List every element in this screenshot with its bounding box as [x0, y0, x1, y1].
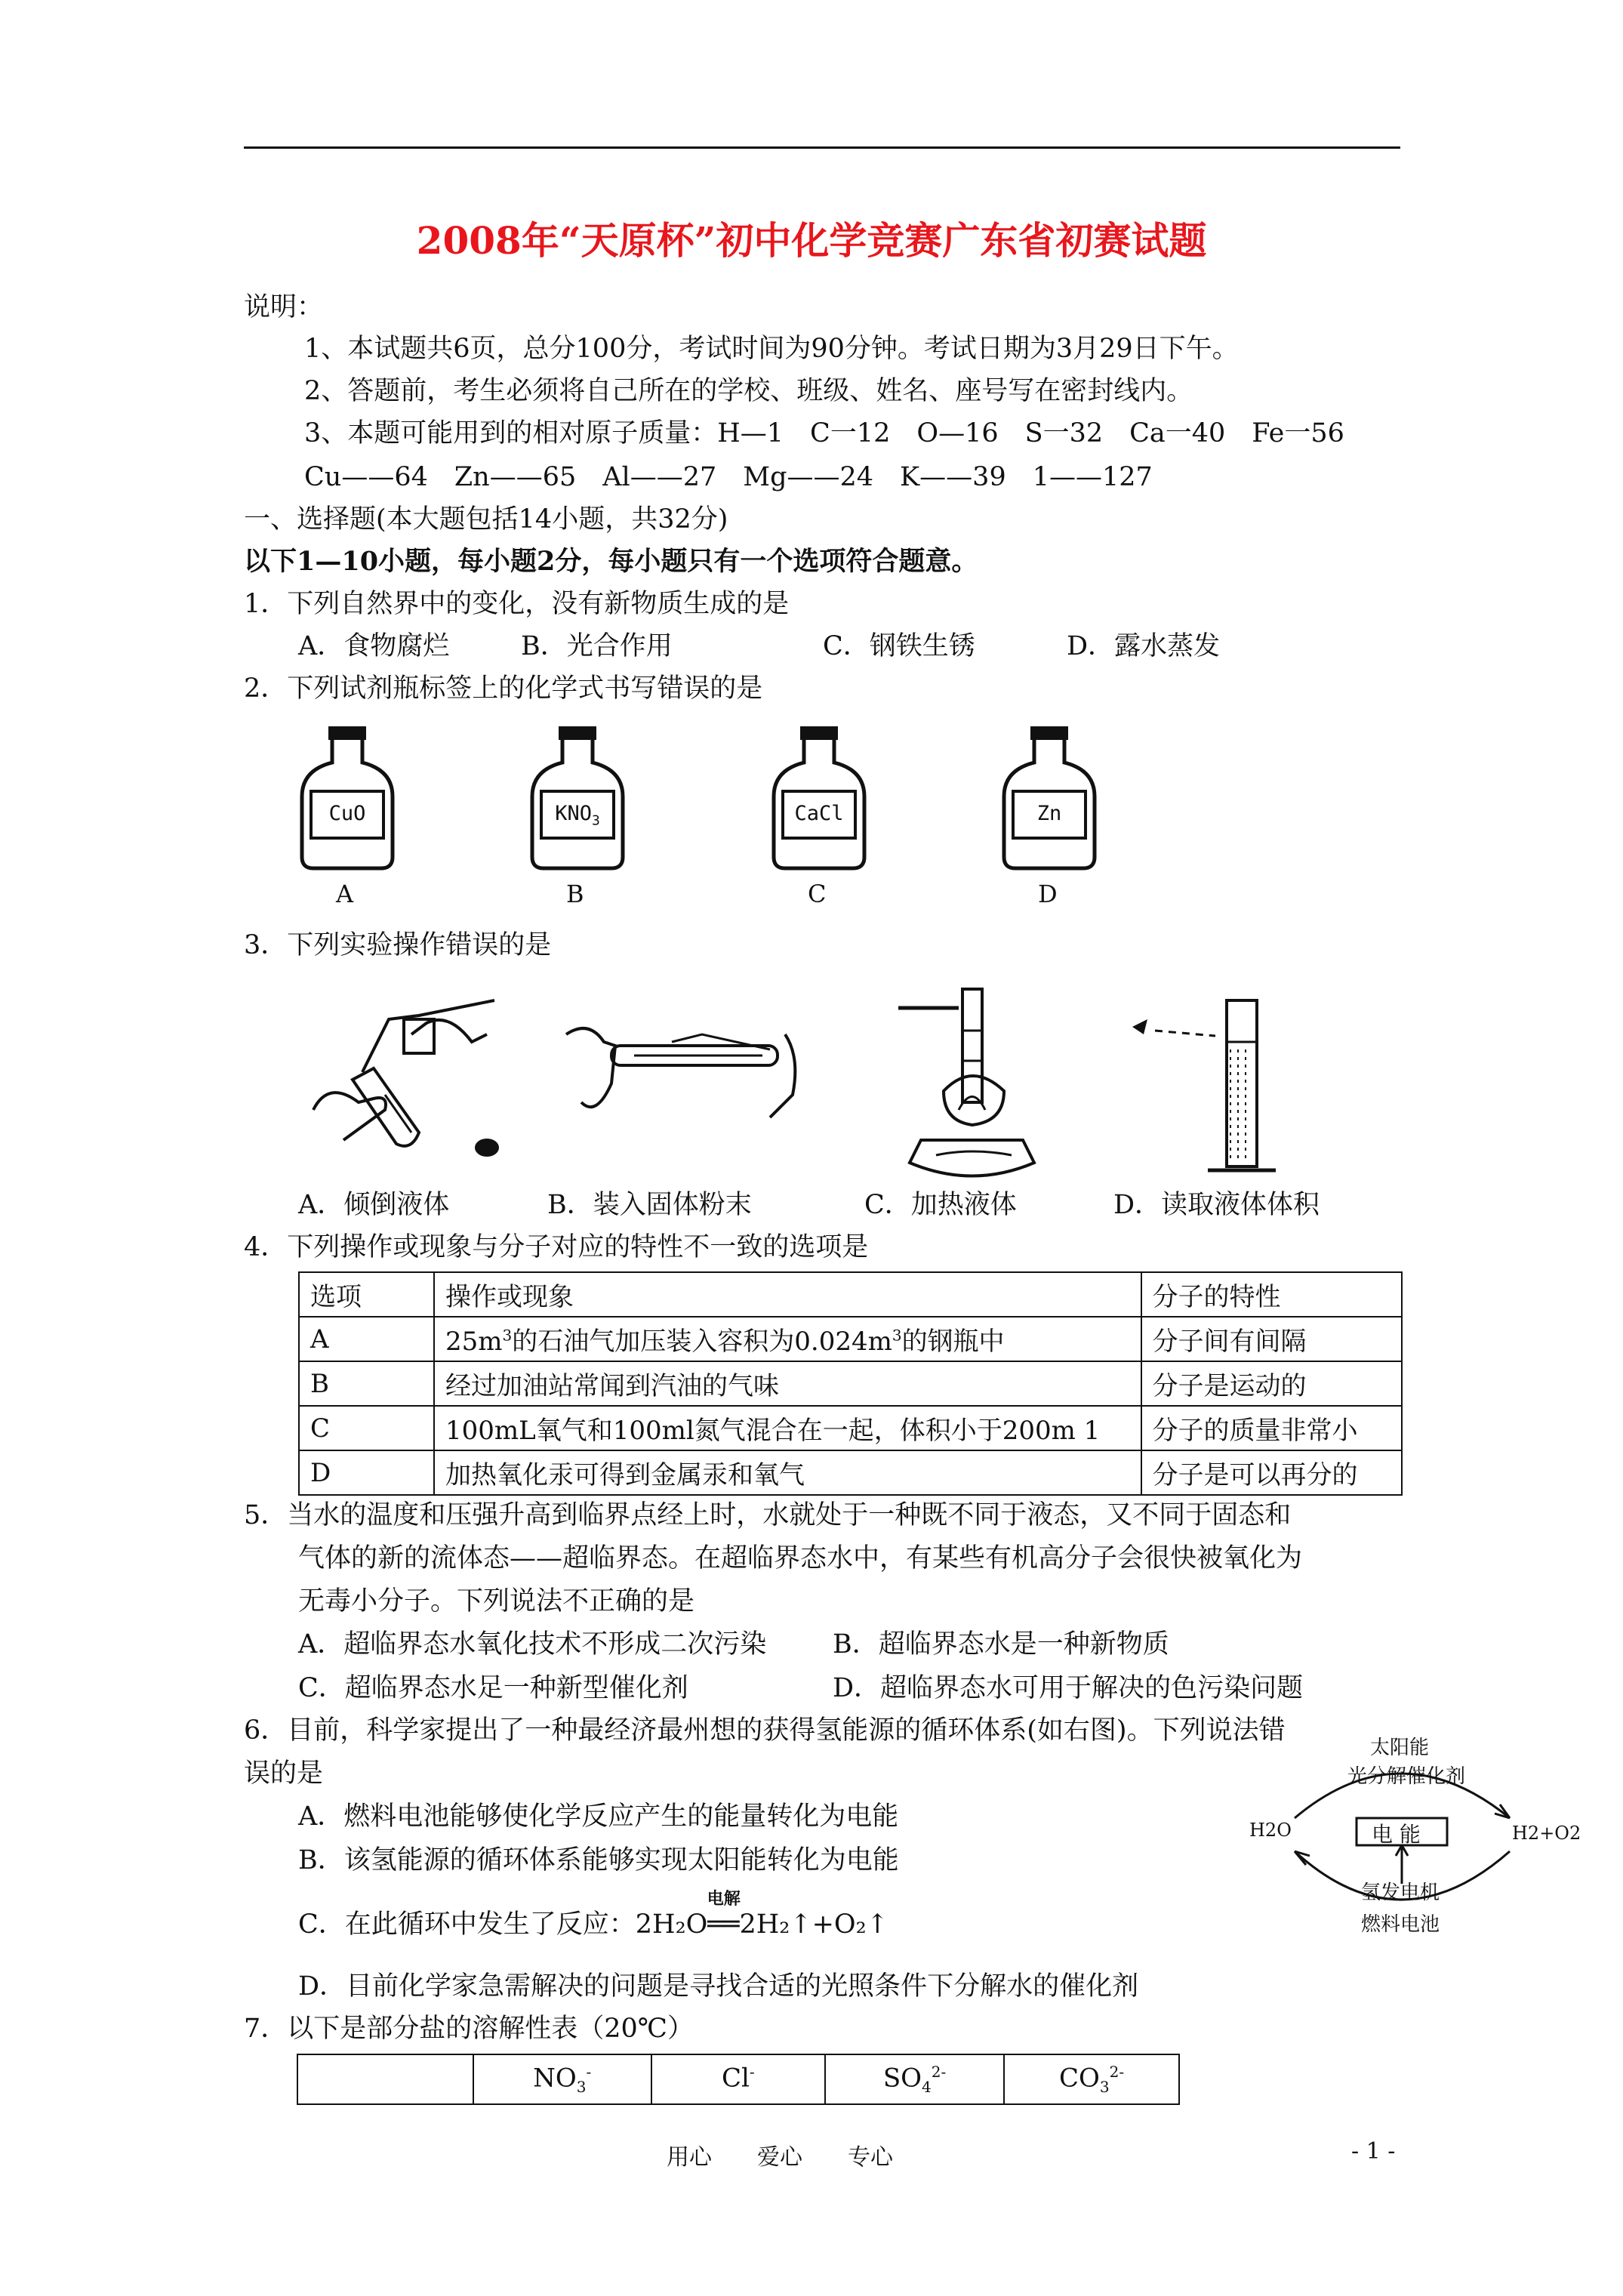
phenomenon-text: 经过加油站常闻到汽油的气味 [445, 1371, 779, 1401]
q6-option-c-label: C．在此循环中发生了反应： [298, 1909, 636, 1940]
table-row [299, 1317, 1402, 1361]
ion-charge: 2- [931, 2062, 947, 2081]
bottle-label [541, 799, 614, 836]
reagent-bottle [298, 725, 396, 914]
superscript: 3 [502, 1326, 513, 1345]
q3-option-d: D．读取液体体积 [1113, 1190, 1320, 1220]
phenomenon-text: 的石油气加压装入容积为0.024m [512, 1327, 892, 1357]
intro-item-1: 1、本试题共6页，总分100分，考试时间为90分钟。考试日期为3月29日下午。 [304, 334, 1239, 364]
q3-stem: 3．下列实验操作错误的是 [244, 930, 552, 960]
reagent-bottle [528, 725, 627, 914]
table-cell-option: C [299, 1406, 434, 1450]
table-header-cell [825, 2054, 1004, 2104]
table-cell-property: 分子间有间隔 [1141, 1317, 1402, 1361]
ion-symbol: SO [882, 2063, 922, 2094]
intro-item-4: Cu——64 Zn——65 Al——27 Mg——24 K——39 1——127 [304, 462, 1153, 492]
q6-option-a: A．燃料电池能够使化学反应产生的能量转化为电能 [298, 1801, 899, 1832]
table-header-cell [651, 2054, 825, 2104]
header-rule [244, 146, 1400, 149]
bottle-label [783, 799, 855, 836]
reagent-bottle [1000, 725, 1098, 914]
bottle-formula: Zn [1036, 802, 1062, 825]
bottle-label [311, 799, 383, 836]
q1-option-d: D．露水蒸发 [1067, 631, 1221, 661]
intro-heading: 说明： [244, 292, 324, 322]
q5-stem-line-3: 无毒小分子。下列说法不正确的是 [298, 1586, 695, 1616]
bottle-letter: D [1038, 880, 1058, 908]
q5-stem-line-2: 气体的新的流体态——超临界态。在超临界态水中，有某些有机高分子会很快被氧化为 [298, 1543, 1303, 1573]
table-header-cell [1004, 2054, 1179, 2104]
table-cell-property: 分子的质量非常小 [1141, 1406, 1402, 1450]
diagram-electricity-label: 电 能 [1372, 1822, 1421, 1847]
q1-option-b: B．光合作用 [521, 631, 673, 661]
table-header-cell [297, 2054, 473, 2104]
bottle-letter: B [566, 880, 584, 908]
q6-option-c [298, 1889, 888, 1943]
diagram-generator-label: 氢发电机 [1361, 1881, 1440, 1904]
q3-option-b: B．装入固体粉末 [547, 1190, 752, 1220]
equation-text: 2H₂O══2H₂↑+O₂↑ [635, 1909, 888, 1940]
ion-subscript: 3 [576, 2078, 587, 2097]
bottle-label [1013, 799, 1086, 836]
bottle-formula: CaCl [794, 802, 844, 825]
diagram-solar-label: 太阳能 [1370, 1737, 1430, 1759]
table-header-cell: 分子的特性 [1141, 1272, 1402, 1317]
q6-option-b: B．该氢能源的循环体系能够实现太阳能转化为电能 [298, 1845, 899, 1875]
superscript: 3 [892, 1326, 902, 1345]
table-cell-phenomenon [434, 1450, 1141, 1495]
footer-slogan: 用心 爱心 专心 [667, 2144, 893, 2171]
q5-option-a: A．超临界态水氧化技术不形成二次污染 [298, 1629, 767, 1660]
pour-liquid-illustration [298, 989, 502, 1170]
diagram-catalyst-label: 光分解催化剂 [1347, 1765, 1466, 1788]
table-header-cell: 操作或现象 [434, 1272, 1141, 1317]
table-cell-phenomenon [434, 1361, 1141, 1406]
q4-stem: 4．下列操作或现象与分子对应的特性不一致的选项是 [244, 1232, 869, 1262]
bottle-formula: KNO [555, 802, 592, 825]
table-cell-option: A [299, 1317, 434, 1361]
table-cell-phenomenon [434, 1317, 1141, 1361]
section-note: 以下1—10小题，每小题2分，每小题只有一个选项符合题意。 [244, 546, 978, 577]
table-cell-phenomenon [434, 1406, 1141, 1450]
load-powder-illustration [559, 1012, 800, 1133]
q4-table [298, 1271, 1403, 1496]
ion-subscript: 4 [922, 2078, 932, 2097]
q1-stem: 1．下列自然界中的变化，没有新物质生成的是 [244, 589, 790, 619]
q6-stem-line-1: 6．目前，科学家提出了一种最经济最州想的获得氢能源的循环体系(如右图)。下列说法错 [244, 1715, 1286, 1746]
table-row [299, 1450, 1402, 1495]
table-row [299, 1361, 1402, 1406]
table-cell-option: B [299, 1361, 434, 1406]
ion-charge: 2- [1109, 2062, 1125, 2081]
table-cell-property: 分子是可以再分的 [1141, 1450, 1402, 1495]
electrolysis-condition: 电解 [707, 1889, 741, 1909]
bottle-letter: C [808, 880, 827, 908]
table-cell-property: 分子是运动的 [1141, 1361, 1402, 1406]
intro-item-3: 3、本题可能用到的相对原子质量：H—1 C一12 O—16 S一32 Ca一40 Fe一56 [304, 418, 1344, 448]
q2-stem: 2．下列试剂瓶标签上的化学式书写错误的是 [244, 673, 763, 704]
q1-option-c: C．钢铁生锈 [823, 631, 975, 661]
table-header-row [297, 2054, 1179, 2104]
bottle-letter: A [336, 880, 354, 908]
page-number: - 1 - [1351, 2138, 1396, 2165]
q6-stem-line-2: 误的是 [244, 1758, 324, 1789]
diagram-water-label: H2O [1249, 1820, 1292, 1841]
table-header-row [299, 1272, 1402, 1317]
diagram-fuelcell-label: 燃料电池 [1361, 1913, 1440, 1936]
ion-subscript: 3 [1099, 2078, 1110, 2097]
ion-charge: - [586, 2062, 592, 2081]
bottle-formula: CuO [328, 802, 366, 825]
q5-option-b: B．超临界态水是一种新物质 [833, 1629, 1169, 1660]
phenomenon-text: 100mL氧气和100ml氮气混合在一起，体积小于200m 1 [445, 1416, 1101, 1446]
q7-solubility-table [297, 2054, 1180, 2105]
q7-stem: 7．以下是部分盐的溶解性表（20℃） [244, 2014, 694, 2044]
table-header-cell: 选项 [299, 1272, 434, 1317]
ion-symbol: CO [1059, 2063, 1100, 2094]
page-title: 2008年“天原杯”初中化学竞赛广东省初赛试题 [416, 218, 1207, 263]
section-heading: 一、选择题(本大题包括14小题，共32分) [244, 504, 728, 535]
q5-stem-line-1: 5．当水的温度和压强升高到临界点经上时，水就处于一种既不同于液态，又不同于固态和 [244, 1500, 1292, 1530]
q5-option-d: D．超临界态水可用于解决的色污染问题 [833, 1673, 1304, 1703]
ion-symbol: NO [533, 2063, 577, 2094]
ion-symbol: Cl [722, 2063, 750, 2094]
phenomenon-text: 加热氧化汞可得到金属汞和氧气 [445, 1460, 805, 1490]
intro-item-2: 2、答题前，考生必须将自己所在的学校、班级、姓名、座号写在密封线内。 [304, 376, 1193, 406]
phenomenon-text: 的钢瓶中 [901, 1327, 1005, 1357]
electrolysis-equation [635, 1889, 888, 1943]
heat-liquid-illustration [891, 978, 1064, 1182]
reagent-bottle [770, 725, 868, 914]
q1-option-a: A．食物腐烂 [298, 631, 450, 661]
q5-option-c: C．超临界态水足一种新型催化剂 [298, 1673, 688, 1703]
diagram-products-label: H2+O2 [1512, 1823, 1581, 1844]
bottle-formula-subscript: 3 [591, 812, 600, 829]
q6-option-d: D．目前化学家急需解决的问题是寻找合适的光照条件下分解水的催化剂 [298, 1971, 1139, 2002]
ion-charge: - [749, 2062, 755, 2081]
table-row [299, 1406, 1402, 1450]
q3-option-c: C．加热液体 [864, 1190, 1017, 1220]
table-cell-option: D [299, 1450, 434, 1495]
table-header-cell [473, 2054, 651, 2104]
read-volume-illustration [1125, 997, 1306, 1185]
hydrogen-cycle-diagram [1249, 1729, 1581, 1955]
q3-option-a: A．倾倒液体 [298, 1190, 450, 1220]
phenomenon-text: 25m [445, 1327, 503, 1357]
